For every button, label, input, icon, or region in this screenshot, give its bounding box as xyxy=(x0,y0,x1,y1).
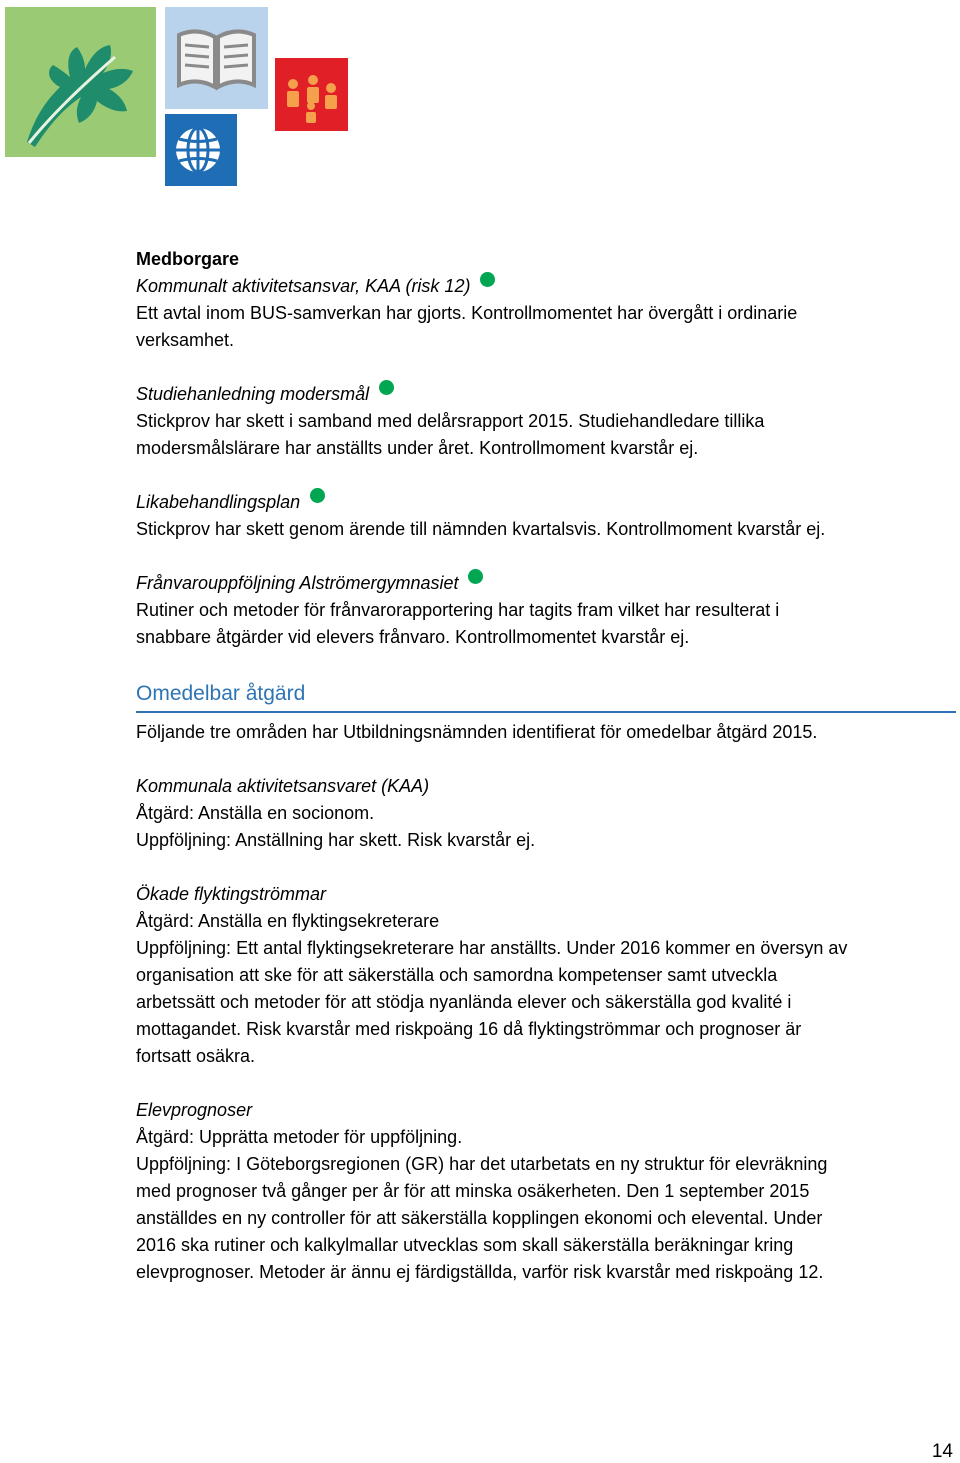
action-text: mottagandet. Risk kvarstår med riskpoäng 16 då flyktingströmmar och prognoser är xyxy=(136,1019,802,1039)
action-text: Uppföljning: I Göteborgsregionen (GR) har det utarbetats en ny struktur för elevräkning xyxy=(136,1154,828,1174)
page-number: 14 xyxy=(931,1441,953,1462)
section-title-medborgare: Medborgare xyxy=(136,249,240,269)
action-text: Åtgärd: Upprätta metoder för uppföljning. xyxy=(136,1127,463,1147)
heading-rule xyxy=(136,711,956,713)
action-text: Uppföljning: Anställning har skett. Risk kvarstår ej. xyxy=(136,830,536,850)
action-text: anställdes en ny controller för att säkerställa kopplingen ekonomi och elevental. Under xyxy=(136,1208,823,1228)
action-text: 2016 ska rutiner och kalkylmallar utvecklas som skall säkerställa beräkningar kring xyxy=(136,1235,794,1255)
globe-icon xyxy=(165,114,237,186)
action-heading: Ökade flyktingströmmar xyxy=(136,884,327,904)
action-text: arbetssätt och metoder för att stödja nyanlända elever och säkerställa god kvalité i xyxy=(136,992,792,1012)
item-text: Ett avtal inom BUS-samverkan har gjorts. Kontrollmomentet har övergått i ordinarie xyxy=(136,303,798,323)
action-text: fortsatt osäkra. xyxy=(136,1046,256,1066)
people-icon xyxy=(275,58,348,131)
item-heading: Likabehandlingsplan xyxy=(136,489,948,516)
item-text: Rutiner och metoder för frånvarorapportering har tagits fram vilket har resulterat i xyxy=(136,600,780,620)
item-text: Stickprov har skett genom ärende till nämnden kvartalsvis. Kontrollmoment kvarstår ej. xyxy=(136,519,826,539)
action-text: Åtgärd: Anställa en socionom. xyxy=(136,803,375,823)
item-heading: Studiehanledning modersmål xyxy=(136,381,948,408)
item-heading: Frånvarouppföljning Alströmergymnasiet xyxy=(136,570,948,597)
action-text: Åtgärd: Anställa en flyktingsekreterare xyxy=(136,911,440,931)
status-dot-icon xyxy=(468,569,483,584)
action-heading: Elevprognoser xyxy=(136,1100,253,1120)
action-text: Uppföljning: Ett antal flyktingsekreterare har anställts. Under 2016 kommer en översyn av xyxy=(136,938,848,958)
action-heading: Kommunala aktivitetsansvaret (KAA) xyxy=(136,776,430,796)
action-text: organisation att ske för att säkerställa och samordna kompetenser samt utveckla xyxy=(136,965,778,985)
section-intro: Följande tre områden har Utbildningsnämnden identifierat för omedelbar åtgärd 2015. xyxy=(136,722,818,742)
document-body xyxy=(136,246,948,1286)
status-dot-icon xyxy=(310,488,325,503)
item-text: snabbare åtgärder vid elevers frånvaro. Kontrollmomentet kvarstår ej. xyxy=(136,627,690,647)
action-text: med prognoser två gånger per år för att minska osäkerheten. Den 1 september 2015 xyxy=(136,1181,810,1201)
section-heading-omedelbar: Omedelbar åtgärd xyxy=(136,682,306,705)
item-text: modersmålslärare har anställts under året. Kontrollmoment kvarstår ej. xyxy=(136,438,699,458)
item-text: verksamhet. xyxy=(136,330,235,350)
item-heading: Kommunalt aktivitetsansvar, KAA (risk 12) xyxy=(136,273,948,300)
oak-leaf-icon xyxy=(5,7,156,157)
status-dot-icon xyxy=(379,380,394,395)
action-text: elevprognoser. Metoder är ännu ej färdigställda, varför risk kvarstår med riskpoäng 12. xyxy=(136,1262,824,1282)
status-dot-icon xyxy=(480,272,495,287)
open-book-icon xyxy=(165,7,268,109)
item-text: Stickprov har skett i samband med delårsrapport 2015. Studiehandledare tillika xyxy=(136,411,765,431)
